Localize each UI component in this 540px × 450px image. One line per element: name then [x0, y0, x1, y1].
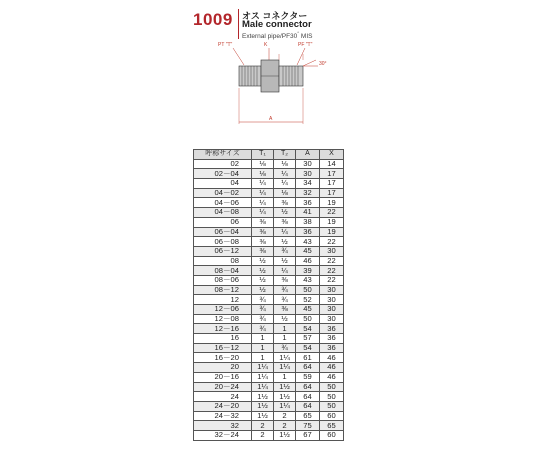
cell-size: 04 [194, 179, 252, 189]
cell-x: 22 [320, 275, 344, 285]
cell-a: 36 [296, 227, 320, 237]
subtitle-tail: MIS [299, 33, 313, 41]
col-header-t1: T₁ [252, 150, 274, 160]
cell-t1: ⅜ [252, 227, 274, 237]
table-row [194, 353, 344, 363]
cell-x: 36 [320, 343, 344, 353]
cell-t2: ¾ [274, 295, 296, 305]
cell-x: 17 [320, 169, 344, 179]
table-row [194, 382, 344, 392]
cell-x: 46 [320, 363, 344, 373]
label-t1: PT "T" [218, 42, 233, 48]
cell-t1: 1 [252, 353, 274, 363]
cell-x: 22 [320, 237, 344, 247]
cell-a: 34 [296, 179, 320, 189]
col-header-x: X [320, 150, 344, 160]
cell-a: 43 [296, 237, 320, 247]
cell-a: 45 [296, 305, 320, 315]
cell-a: 67 [296, 430, 320, 440]
cell-t2: 1½ [274, 430, 296, 440]
cell-t2: 1 [274, 324, 296, 334]
label-k: K [264, 42, 268, 48]
cell-size: 16－20 [194, 353, 252, 363]
cell-a: 57 [296, 334, 320, 344]
cell-size: 16－12 [194, 343, 252, 353]
table-row [194, 159, 344, 169]
cell-a: 52 [296, 295, 320, 305]
table-row [194, 198, 344, 208]
cell-size: 20－24 [194, 382, 252, 392]
table-row [194, 363, 344, 373]
spec-table [193, 149, 344, 441]
cell-t2: 1½ [274, 382, 296, 392]
cell-x: 30 [320, 305, 344, 315]
table-row [194, 305, 344, 315]
cell-a: 32 [296, 188, 320, 198]
cell-x: 36 [320, 324, 344, 334]
table-row [194, 411, 344, 421]
cell-t1: ½ [252, 266, 274, 276]
col-header-a: A [296, 150, 320, 160]
cell-size: 24 [194, 392, 252, 402]
cell-a: 61 [296, 353, 320, 363]
cell-t2: 1 [274, 372, 296, 382]
col-header-size: 呼称サイズ [194, 150, 252, 160]
cell-t2: ⅜ [274, 305, 296, 315]
cell-t1: 1 [252, 343, 274, 353]
table-row [194, 237, 344, 247]
cell-size: 02 [194, 159, 252, 169]
table-row [194, 266, 344, 276]
cell-t2: ¼ [274, 266, 296, 276]
cell-size: 20－16 [194, 372, 252, 382]
table-row [194, 421, 344, 431]
cell-size: 04－06 [194, 198, 252, 208]
product-title-en: Male connector [242, 19, 312, 30]
cell-a: 50 [296, 285, 320, 295]
subtitle-degree: ° [297, 31, 300, 36]
label-angle: 30° [319, 61, 327, 67]
table-row [194, 217, 344, 227]
cell-size: 06－04 [194, 227, 252, 237]
cell-t2: ⅛ [274, 188, 296, 198]
cell-a: 39 [296, 266, 320, 276]
cell-t1: ¾ [252, 314, 274, 324]
cell-t1: ⅛ [252, 169, 274, 179]
cell-t2: 2 [274, 421, 296, 431]
table-row [194, 179, 344, 189]
cell-x: 17 [320, 188, 344, 198]
cell-x: 19 [320, 227, 344, 237]
table-row [194, 392, 344, 402]
cell-t1: ¼ [252, 198, 274, 208]
cell-x: 50 [320, 392, 344, 402]
cell-x: 50 [320, 382, 344, 392]
cell-t1: 1¼ [252, 372, 274, 382]
cell-size: 16 [194, 334, 252, 344]
table-row [194, 169, 344, 179]
cell-size: 08 [194, 256, 252, 266]
cell-t1: 1½ [252, 411, 274, 421]
table-row [194, 295, 344, 305]
cell-x: 36 [320, 334, 344, 344]
cell-size: 06－12 [194, 246, 252, 256]
cell-x: 50 [320, 401, 344, 411]
cell-size: 12－06 [194, 305, 252, 315]
cell-t1: 1½ [252, 392, 274, 402]
cell-t1: ⅛ [252, 159, 274, 169]
cell-t1: ⅜ [252, 217, 274, 227]
cell-a: 54 [296, 343, 320, 353]
subtitle-text: External pipe/PF30 [242, 33, 298, 41]
cell-size: 12－08 [194, 314, 252, 324]
cell-size: 06－08 [194, 237, 252, 247]
cell-x: 46 [320, 372, 344, 382]
cell-x: 22 [320, 266, 344, 276]
cell-t1: ¼ [252, 188, 274, 198]
cell-t2: ¾ [274, 246, 296, 256]
cell-t2: ¼ [274, 169, 296, 179]
cell-t1: 1¼ [252, 363, 274, 373]
cell-size: 02－04 [194, 169, 252, 179]
cell-t1: ⅜ [252, 237, 274, 247]
cell-t2: ⅜ [274, 275, 296, 285]
table-row [194, 208, 344, 218]
cell-t2: ½ [274, 237, 296, 247]
cell-a: 36 [296, 198, 320, 208]
cell-size: 08－12 [194, 285, 252, 295]
product-code: 1009 [193, 10, 233, 29]
cell-t2: 2 [274, 411, 296, 421]
cell-x: 60 [320, 430, 344, 440]
cell-t2: 1 [274, 334, 296, 344]
cell-t2: 1¼ [274, 401, 296, 411]
cell-size: 08－06 [194, 275, 252, 285]
cell-a: 46 [296, 256, 320, 266]
table-row [194, 285, 344, 295]
cell-t1: ½ [252, 285, 274, 295]
product-title-jp: オス コネクター [242, 11, 308, 21]
cell-t1: ⅜ [252, 246, 274, 256]
cell-t2: ⅛ [274, 159, 296, 169]
cell-t1: 1 [252, 334, 274, 344]
cell-size: 12－16 [194, 324, 252, 334]
cell-a: 64 [296, 401, 320, 411]
cell-size: 20 [194, 363, 252, 373]
table-row [194, 324, 344, 334]
connector-diagram [206, 38, 356, 128]
cell-a: 64 [296, 392, 320, 402]
table-row [194, 188, 344, 198]
cell-a: 30 [296, 169, 320, 179]
cell-x: 19 [320, 198, 344, 208]
cell-size: 08－04 [194, 266, 252, 276]
cell-x: 22 [320, 208, 344, 218]
cell-a: 45 [296, 246, 320, 256]
cell-a: 65 [296, 411, 320, 421]
cell-t2: ½ [274, 256, 296, 266]
cell-t1: 2 [252, 430, 274, 440]
cell-t2: 1¼ [274, 363, 296, 373]
cell-t2: ½ [274, 314, 296, 324]
cell-x: 30 [320, 295, 344, 305]
cell-x: 19 [320, 217, 344, 227]
cell-t1: ¾ [252, 324, 274, 334]
cell-x: 17 [320, 179, 344, 189]
table-header-row [194, 150, 344, 160]
cell-a: 50 [296, 314, 320, 324]
cell-t2: ½ [274, 208, 296, 218]
cell-a: 41 [296, 208, 320, 218]
cell-a: 30 [296, 159, 320, 169]
cell-size: 24－32 [194, 411, 252, 421]
cell-x: 30 [320, 246, 344, 256]
cell-a: 54 [296, 324, 320, 334]
cell-t1: ½ [252, 275, 274, 285]
cell-x: 30 [320, 314, 344, 324]
cell-size: 12 [194, 295, 252, 305]
cell-t2: ¾ [274, 343, 296, 353]
cell-x: 30 [320, 285, 344, 295]
cell-t1: 1¼ [252, 382, 274, 392]
table-row [194, 343, 344, 353]
cell-t1: ¼ [252, 179, 274, 189]
table-row [194, 372, 344, 382]
cell-a: 64 [296, 363, 320, 373]
cell-t1: ¾ [252, 305, 274, 315]
cell-size: 24－20 [194, 401, 252, 411]
cell-t2: ¾ [274, 285, 296, 295]
cell-a: 75 [296, 421, 320, 431]
cell-t2: ¼ [274, 179, 296, 189]
table-row [194, 401, 344, 411]
cell-t1: ¾ [252, 295, 274, 305]
cell-t2: ¼ [274, 227, 296, 237]
cell-size: 06 [194, 217, 252, 227]
cell-x: 22 [320, 256, 344, 266]
cell-t2: ⅜ [274, 217, 296, 227]
cell-a: 43 [296, 275, 320, 285]
table-row [194, 334, 344, 344]
cell-x: 60 [320, 411, 344, 421]
table-row [194, 314, 344, 324]
table-row [194, 430, 344, 440]
cell-t1: 1½ [252, 401, 274, 411]
cell-size: 04－08 [194, 208, 252, 218]
spec-table-body [194, 159, 344, 440]
cell-t2: 1¼ [274, 353, 296, 363]
col-header-t2: T₂ [274, 150, 296, 160]
cell-t1: 2 [252, 421, 274, 431]
cell-size: 32－24 [194, 430, 252, 440]
cell-size: 32 [194, 421, 252, 431]
label-t2: PF "T" [298, 42, 313, 48]
cell-t1: ½ [252, 256, 274, 266]
table-row [194, 227, 344, 237]
header-divider [238, 9, 239, 39]
cell-a: 64 [296, 382, 320, 392]
table-row [194, 275, 344, 285]
cell-a: 59 [296, 372, 320, 382]
cell-a: 38 [296, 217, 320, 227]
cell-x: 14 [320, 159, 344, 169]
table-row [194, 256, 344, 266]
label-a: A [269, 116, 273, 122]
cell-t1: ¼ [252, 208, 274, 218]
cell-size: 04－02 [194, 188, 252, 198]
table-row [194, 246, 344, 256]
cell-x: 65 [320, 421, 344, 431]
cell-t2: ⅜ [274, 198, 296, 208]
cell-x: 46 [320, 353, 344, 363]
cell-t2: 1½ [274, 392, 296, 402]
